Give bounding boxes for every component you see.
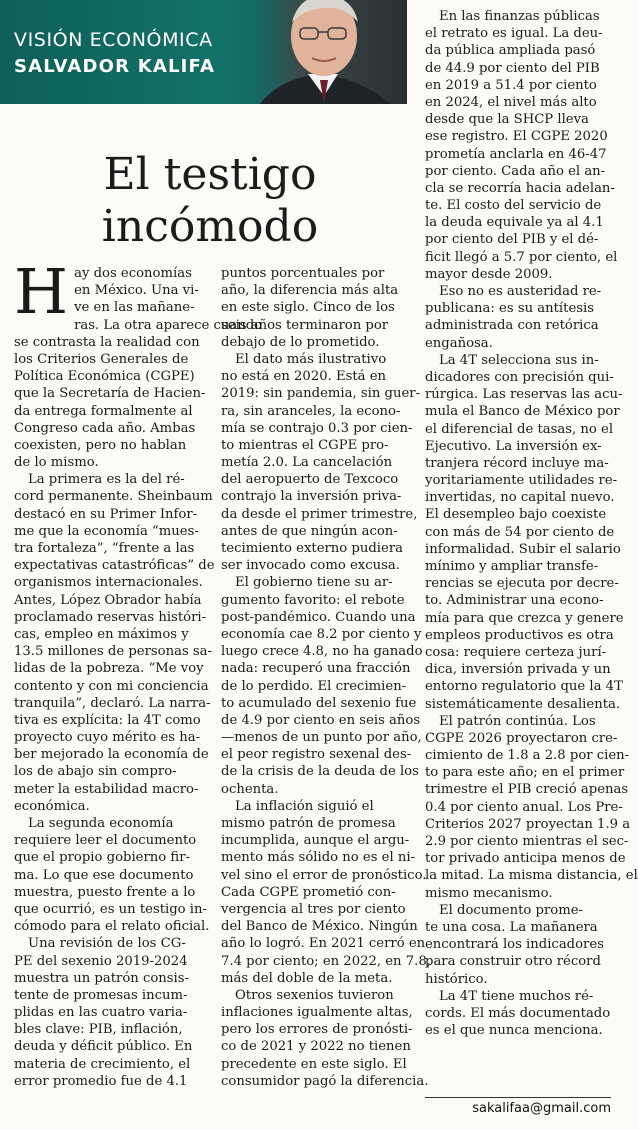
text-line: da desde el primer trimestre, bbox=[221, 506, 418, 522]
text-line: nada: recuperó una fracción bbox=[221, 661, 411, 677]
text-line: —menos de un punto por año, bbox=[221, 730, 422, 746]
text-line: Antes, López Obrador había bbox=[14, 592, 202, 608]
author-email-link[interactable]: sakalifaa@gmail.com bbox=[472, 1101, 611, 1116]
text-line: rúrgica. Las reservas las acu- bbox=[425, 387, 623, 403]
text-line: tra fortaleza”, “frente a las bbox=[14, 541, 195, 556]
text-line: sistemáticamente desalienta. bbox=[425, 696, 621, 712]
text-line: mínimo y ampliar transfe- bbox=[425, 559, 599, 574]
text-line: se contrasta la realidad con bbox=[14, 334, 200, 350]
text-line: Otros sexenios tuvieron bbox=[235, 987, 394, 1003]
text-line: 13.5 millones de personas sa- bbox=[14, 644, 213, 660]
text-line: contento y con mi conciencia bbox=[14, 678, 209, 694]
text-line: prometía anclarla en 46-47 bbox=[425, 146, 607, 162]
text-line: En las finanzas públicas bbox=[439, 9, 600, 24]
text-line: en 2019 a 51.4 por ciento bbox=[425, 77, 597, 93]
text-line: informalidad. Subir el salario bbox=[425, 541, 621, 557]
headline-line: El testigo bbox=[103, 149, 317, 201]
text-line: expectativas catastróficas” de bbox=[14, 558, 215, 574]
text-line: da pública ampliada pasó bbox=[425, 43, 596, 59]
text-line: ras. La otra aparece cuando bbox=[74, 317, 263, 333]
text-line: muestra un patrón consis- bbox=[14, 970, 189, 986]
text-line: dicadores con precisión qui- bbox=[425, 369, 614, 385]
text-line: proclamado reservas históri- bbox=[14, 609, 207, 625]
text-line: La inflación siguió el bbox=[235, 798, 374, 814]
headline-line: incómodo bbox=[101, 201, 319, 253]
text-line: El gobierno tiene su ar- bbox=[235, 575, 393, 591]
signature-divider bbox=[425, 1097, 611, 1098]
text-line: Ejecutivo. La inversión ex- bbox=[425, 438, 602, 454]
text-line: cas, empleo en máximos y bbox=[14, 626, 189, 642]
text-line: da entrega formalmente al bbox=[14, 403, 193, 419]
text-line: histórico. bbox=[425, 971, 488, 987]
text-line: del aeropuerto de Texcoco bbox=[221, 472, 399, 488]
text-line: invertidas, no capital nuevo. bbox=[425, 490, 615, 506]
text-line: CGPE 2026 proyectaron cre- bbox=[425, 730, 618, 746]
text-line: consumidor pagó la diferencia. bbox=[221, 1073, 429, 1089]
text-line: la mitad. La misma distancia, el bbox=[425, 868, 638, 884]
text-line: mía se contrajo 0.3 por cien- bbox=[221, 420, 413, 436]
text-line: mía para que crezca y genere bbox=[425, 610, 624, 626]
text-line: yoritariamente utilidades re- bbox=[425, 473, 618, 489]
column-header-banner bbox=[0, 0, 407, 104]
text-line: los de abajo sin compro- bbox=[14, 764, 177, 780]
text-line: luego crece 4.8, no ha ganado bbox=[221, 644, 423, 660]
text-line: lidas de la pobreza. “Me voy bbox=[14, 661, 204, 677]
text-line: ficit llegó a 5.7 por ciento, el bbox=[425, 249, 618, 265]
text-line: antes de que ningún acon- bbox=[221, 523, 398, 539]
text-line: de lo perdido. El crecimien- bbox=[221, 678, 407, 694]
text-line: to para este año; en el primer bbox=[425, 765, 625, 781]
author-portrait bbox=[240, 0, 407, 104]
text-line: mento más sólido no es el ni- bbox=[221, 850, 416, 866]
text-line: la deuda equivale ya al 4.1 bbox=[425, 215, 604, 231]
text-line: tor privado anticipa menos de bbox=[425, 851, 626, 867]
text-line: ese registro. El CGPE 2020 bbox=[425, 129, 608, 145]
text-line: que ocurrió, es un testigo in- bbox=[14, 901, 207, 917]
text-line: La segunda economía bbox=[28, 816, 174, 831]
text-line: to. Administrar una econo- bbox=[425, 593, 604, 609]
text-line: cosa: requiere certeza jurí- bbox=[425, 644, 607, 660]
text-line: economía cae 8.2 por ciento y bbox=[221, 626, 422, 642]
text-line: cords. El más documentado bbox=[425, 1005, 611, 1021]
text-line: ochenta. bbox=[221, 781, 279, 797]
text-line: metía 2.0. La cancelación bbox=[221, 455, 393, 471]
text-line: por ciento. Cada año el an- bbox=[425, 163, 606, 179]
text-line: Eso no es austeridad re- bbox=[439, 284, 602, 299]
text-line: rencias se ejecuta por decre- bbox=[425, 576, 619, 592]
text-line: coexisten, pero no hablan bbox=[14, 437, 187, 453]
text-line: ma. Lo que ese documento bbox=[14, 867, 194, 883]
text-line: para construir otro récord bbox=[425, 954, 601, 970]
text-line: desde que la SHCP lleva bbox=[425, 112, 589, 128]
text-line: más del doble de la meta. bbox=[221, 970, 393, 986]
text-line: error promedio fue de 4.1 bbox=[14, 1073, 188, 1089]
text-line: te. El costo del servicio de bbox=[425, 198, 602, 214]
text-line: del Banco de México. Ningún bbox=[221, 919, 418, 935]
text-line: el peor registro sexenal des- bbox=[221, 747, 412, 763]
text-line: empleos productivos es otra bbox=[425, 627, 614, 643]
text-line: deuda y déficit público. En bbox=[14, 1039, 193, 1055]
text-line: destacó en su Primer Infor- bbox=[14, 506, 198, 522]
text-line: tranquila”, declaró. La narra- bbox=[14, 695, 211, 711]
text-line: el diferencial de tasas, no el bbox=[425, 421, 614, 437]
text-line: el retrato es igual. La deu- bbox=[425, 26, 603, 42]
text-line: plidas en las cuatro varia- bbox=[14, 1005, 188, 1021]
text-line: debajo de lo prometido. bbox=[221, 334, 380, 350]
text-line: dica, inversión privada y un bbox=[425, 662, 611, 678]
text-line: ra, sin aranceles, la econo- bbox=[221, 403, 401, 419]
text-line: año lo logró. En 2021 cerró en bbox=[221, 936, 426, 952]
text-line: incumplida, aunque el argu- bbox=[221, 833, 410, 849]
text-line: 7.4 por ciento; en 2022, en 7.8, bbox=[221, 953, 431, 969]
text-line: co de 2021 y 2022 no tienen bbox=[221, 1039, 411, 1055]
text-line: La 4T selecciona sus in- bbox=[439, 352, 599, 368]
text-line: administrada con retórica bbox=[425, 318, 599, 334]
section-label: VISIÓN ECONÓMICA bbox=[14, 29, 213, 51]
text-line: tranjera récord incluye ma- bbox=[425, 455, 609, 471]
text-line: te una cosa. La mañanera bbox=[425, 919, 598, 935]
text-line: económica. bbox=[14, 798, 90, 814]
text-line: entorno regulatorio que la 4T bbox=[425, 679, 623, 695]
text-line: encontrará los indicadores bbox=[425, 937, 604, 953]
text-line: gumento favorito: el rebote bbox=[221, 592, 405, 608]
text-line: inflaciones igualmente altas, bbox=[221, 1005, 413, 1021]
text-line: proyecto cuyo mérito es ha- bbox=[14, 730, 201, 746]
text-line: 2.9 por ciento mientras el sec- bbox=[425, 834, 629, 849]
text-line: El documento prome- bbox=[439, 902, 583, 918]
text-line: El patrón continúa. Los bbox=[439, 713, 596, 729]
text-line: meter la estabilidad macro- bbox=[14, 781, 199, 797]
text-line: bles clave: PIB, inflación, bbox=[14, 1022, 183, 1038]
text-line: publicana: es su antítesis bbox=[425, 301, 594, 317]
text-line: Congreso cada año. Ambas bbox=[14, 420, 196, 436]
text-line: La primera es la del ré- bbox=[28, 472, 185, 488]
text-line: me que la economía “mues- bbox=[14, 523, 199, 539]
text-line: con más de 54 por ciento de bbox=[425, 524, 615, 540]
text-line: año, la diferencia más alta bbox=[221, 283, 399, 299]
text-line: de 44.9 por ciento del PIB bbox=[425, 60, 600, 76]
text-line: de lo mismo. bbox=[14, 455, 99, 471]
text-line: Una revisión de los CG- bbox=[28, 936, 186, 952]
text-line: pero los errores de pronósti- bbox=[221, 1022, 413, 1038]
text-line: no está en 2020. Está en bbox=[221, 369, 387, 385]
text-line: to mientras el CGPE pro- bbox=[221, 437, 389, 453]
text-line: que la Secretaría de Hacien- bbox=[14, 386, 206, 402]
text-line: El desempleo bajo coexiste bbox=[425, 507, 607, 523]
text-line: tente de promesas incum- bbox=[14, 987, 188, 1003]
text-line: en este siglo. Cinco de los bbox=[221, 300, 395, 316]
text-line: en 2024, el nivel más alto bbox=[425, 94, 597, 110]
text-line: requiere leer el documento bbox=[14, 833, 197, 849]
text-line: 2019: sin pandemia, sin guer- bbox=[221, 386, 421, 402]
text-line: que el propio gobierno fir- bbox=[14, 850, 190, 866]
author-name: SALVADOR KALIFA bbox=[14, 56, 216, 77]
text-line: contrajo la inversión priva- bbox=[221, 489, 402, 505]
text-line: precedente en este siglo. El bbox=[221, 1056, 407, 1072]
text-line: Cada CGPE prometió con- bbox=[221, 884, 396, 900]
text-line: ve en las mañane- bbox=[74, 300, 195, 316]
text-line: muestra, puesto frente a lo bbox=[14, 884, 196, 900]
text-line: to acumulado del sexenio fue bbox=[221, 695, 417, 711]
text-line: mismo mecanismo. bbox=[425, 885, 553, 901]
text-line: mula el Banco de México por bbox=[425, 404, 620, 420]
text-line: mismo patrón de promesa bbox=[221, 816, 396, 831]
text-line: seis años terminaron por bbox=[221, 317, 389, 333]
article-column-3 bbox=[425, 8, 638, 1039]
text-line: organismos internacionales. bbox=[14, 575, 203, 591]
text-line: tiva es explícita: la 4T como bbox=[14, 712, 201, 728]
text-line: 0.4 por ciento anual. Los Pre- bbox=[425, 799, 623, 815]
article-column-2 bbox=[221, 265, 431, 1090]
text-line: cord permanente. Sheinbaum bbox=[14, 489, 213, 505]
text-line: trimestre el PIB creció apenas bbox=[425, 782, 629, 798]
text-line: es el que nunca menciona. bbox=[425, 1023, 603, 1039]
text-line: ser invocado como excusa. bbox=[221, 558, 400, 574]
text-line: de la crisis de la deuda de los bbox=[221, 764, 419, 780]
drop-cap: H bbox=[14, 255, 69, 328]
text-line: en México. Una vi- bbox=[74, 283, 199, 299]
text-line: El dato más ilustrativo bbox=[235, 351, 387, 367]
text-line: vel sino el error de pronóstico. bbox=[221, 867, 427, 883]
text-line: ay dos economías bbox=[74, 266, 192, 281]
text-line: Política Económica (CGPE) bbox=[14, 369, 195, 385]
text-line: La 4T tiene muchos ré- bbox=[439, 988, 594, 1004]
text-line: post-pandémico. Cuando una bbox=[221, 609, 416, 625]
text-line: por ciento del PIB y el dé- bbox=[425, 232, 599, 248]
text-line: cimiento de 1.8 a 2.8 por cien- bbox=[425, 748, 630, 764]
text-line: los Criterios Generales de bbox=[14, 351, 189, 367]
text-line: cómodo para el relato oficial. bbox=[14, 919, 210, 935]
text-line: tecimiento externo pudiera bbox=[221, 541, 403, 556]
text-line: PE del sexenio 2019-2024 bbox=[14, 953, 188, 969]
text-line: engañosa. bbox=[425, 335, 493, 351]
article-headline bbox=[10, 149, 410, 253]
text-line: de 4.9 por ciento en seis años bbox=[221, 712, 421, 728]
text-line: materia de crecimiento, el bbox=[14, 1056, 191, 1072]
text-line: ber mejorado la economía de bbox=[14, 747, 209, 763]
text-line: puntos porcentuales por bbox=[221, 266, 385, 281]
text-line: mayor desde 2009. bbox=[425, 266, 553, 282]
text-line: cla se recorría hacia adelan- bbox=[425, 180, 615, 196]
text-line: Criterios 2027 proyectan 1.9 a bbox=[425, 816, 631, 832]
text-line: vergencia al tres por ciento bbox=[221, 901, 406, 917]
